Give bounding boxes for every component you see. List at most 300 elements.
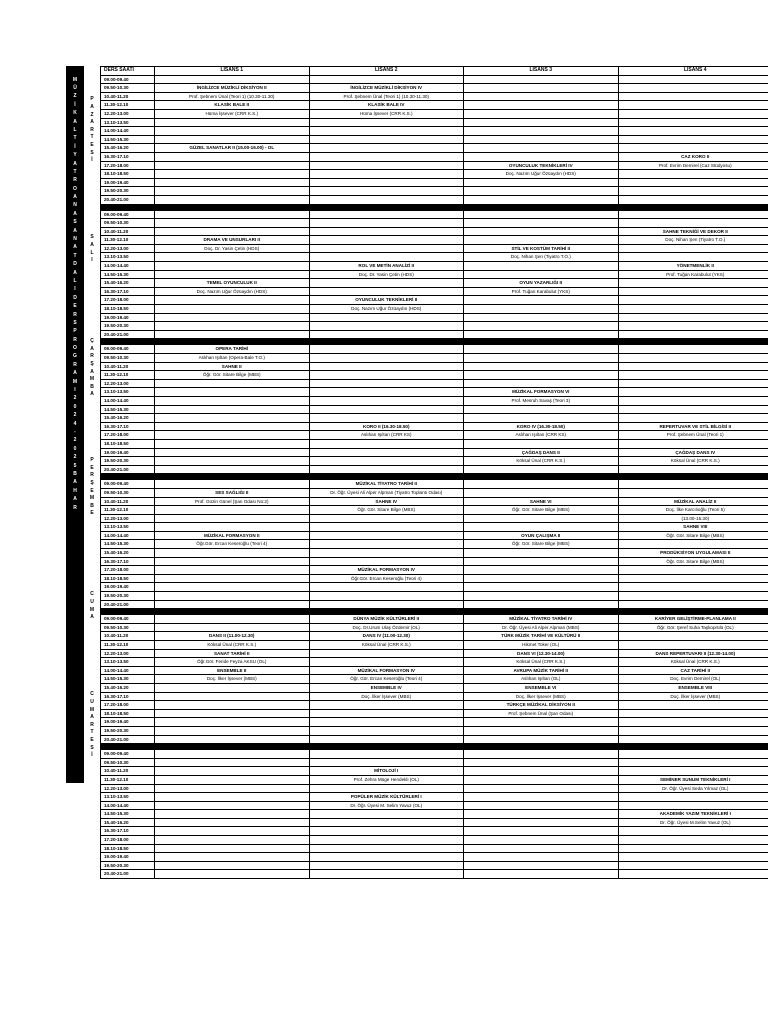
sidebar-title-letter: R (73, 336, 77, 343)
course-cell (464, 861, 619, 870)
course-cell (464, 600, 619, 609)
course-cell (618, 480, 768, 489)
course-cell: İNGİLİZCE MÜZİKLİ DİKSİYON II (155, 84, 310, 93)
course-cell: Öğr. Gör. Sitare Bilge (MBS) (155, 371, 310, 380)
course-cell: DANS IV (11.00-12.30) (309, 632, 464, 641)
day-label-letter: B (90, 383, 94, 390)
time-cell: 14.00-14.40 (101, 127, 155, 136)
table-row (101, 861, 768, 870)
table-row (101, 253, 768, 262)
sidebar-title-letter: Ü (73, 84, 77, 91)
course-cell (155, 549, 310, 558)
course-cell (155, 701, 310, 710)
course-cell: Dr. Öğr. Üyesi M.Selim Yavuz (OL) (618, 818, 768, 827)
day-label-letter: I (91, 257, 93, 264)
table-row (101, 583, 768, 592)
course-cell (155, 210, 310, 219)
sidebar-title-letter: L (73, 126, 77, 133)
course-cell (309, 549, 464, 558)
table-row (101, 405, 768, 414)
time-cell: 16.30-17.10 (101, 692, 155, 701)
course-cell: Prof. Şebnem Ünal (Teori 1) (618, 431, 768, 440)
course-cell (309, 658, 464, 667)
sidebar-title-letter: 2 (73, 395, 77, 402)
course-cell (155, 506, 310, 515)
time-cell: 15.40-16.20 (101, 683, 155, 692)
course-cell (155, 793, 310, 802)
sidebar-title-letter: A (73, 269, 77, 276)
table-row (101, 641, 768, 650)
day-label-letter: R (90, 472, 94, 479)
course-cell (464, 227, 619, 236)
course-cell (464, 92, 619, 101)
table-row (101, 227, 768, 236)
course-cell (464, 758, 619, 767)
course-cell: Köksal Ünal (CRR K.S.) (618, 658, 768, 667)
time-cell: 19.50-20.30 (101, 861, 155, 870)
course-cell (464, 296, 619, 305)
time-cell: 19.50-20.30 (101, 726, 155, 735)
course-cell (155, 801, 310, 810)
sidebar-title-letter: I (74, 387, 76, 394)
course-cell: Köksal Ünal (CRR K.S.) (309, 641, 464, 650)
course-cell (618, 279, 768, 288)
time-cell: 19.00-19.40 (101, 448, 155, 457)
course-cell (309, 457, 464, 466)
course-cell (464, 101, 619, 110)
course-cell: Öğr. Gör. Sitare Bilge (MBS) (464, 506, 619, 515)
course-cell (618, 362, 768, 371)
time-cell: 09.00-09.40 (101, 480, 155, 489)
course-cell (464, 236, 619, 245)
course-cell (155, 457, 310, 466)
table-row (101, 296, 768, 305)
course-cell: Doç. Evrim Demirel (OL) (618, 675, 768, 684)
time-cell: 15.40-16.20 (101, 279, 155, 288)
course-cell: Öğr. Gör. Sitare Bilge (MBS) (618, 531, 768, 540)
table-row (101, 566, 768, 575)
schedule-table (100, 66, 768, 879)
table-row (101, 801, 768, 810)
course-cell (464, 735, 619, 744)
course-cell: Köksal Ünal (CRR K.S.) (618, 457, 768, 466)
day-label-letter: T (90, 729, 94, 736)
sidebar-title-letter: D (73, 261, 77, 268)
time-cell: 14.50-15.30 (101, 135, 155, 144)
course-cell (464, 305, 619, 314)
course-cell (464, 801, 619, 810)
course-cell (309, 379, 464, 388)
time-cell: 13.10-13.50 (101, 388, 155, 397)
course-cell: (13.00-15.30) (618, 514, 768, 523)
time-cell: 10.40-11.20 (101, 92, 155, 101)
day-label (84, 550, 100, 664)
course-cell (464, 75, 619, 84)
course-cell: PRODÜKSİYON UYGULAMASI II (618, 549, 768, 558)
course-cell (464, 262, 619, 271)
course-cell: SES SAĞLIĞI II (155, 488, 310, 497)
time-cell: 14.00-14.40 (101, 262, 155, 271)
course-cell: KARİYER GELİŞTİRME-PLANLAMA II (618, 615, 768, 624)
table-row (101, 371, 768, 380)
course-cell (309, 448, 464, 457)
course-cell (618, 92, 768, 101)
course-cell (155, 810, 310, 819)
course-cell: Doç. Nazım Uğur Özüaydın (HDS) (309, 305, 464, 314)
course-cell (618, 735, 768, 744)
course-cell (309, 758, 464, 767)
table-row (101, 127, 768, 136)
course-cell (618, 253, 768, 262)
course-cell: Köksal Ünal (CRR K.S.) (155, 641, 310, 650)
time-cell: 10.40-11.20 (101, 767, 155, 776)
course-cell (464, 583, 619, 592)
course-cell: Aslıhan Işıltan (CRR KS) (309, 431, 464, 440)
time-cell: 15.40-16.20 (101, 549, 155, 558)
table-row (101, 506, 768, 515)
course-cell (464, 793, 619, 802)
time-cell: 14.50-15.30 (101, 405, 155, 414)
time-cell: 16.30-17.10 (101, 557, 155, 566)
course-cell: Doç. İlker İşsever (MBS) (618, 692, 768, 701)
course-cell (309, 210, 464, 219)
time-cell: 15.40-16.20 (101, 414, 155, 423)
course-cell (309, 227, 464, 236)
time-cell: 12.20-13.00 (101, 109, 155, 118)
course-cell: Dr. Öğr. Üyesi Ali Alper Alpman (Tiyatro Toplantı Odası) (309, 488, 464, 497)
course-cell: Doç. Nihan Şen (Tiyatro T.O.) (618, 236, 768, 245)
time-cell: 14.00-14.40 (101, 396, 155, 405)
day-label-letter: E (90, 487, 94, 494)
course-cell (309, 784, 464, 793)
table-row (101, 480, 768, 489)
sidebar-title-letter: O (73, 185, 77, 192)
course-cell (155, 758, 310, 767)
time-cell: 14.00-14.40 (101, 801, 155, 810)
course-cell (155, 270, 310, 279)
sidebar-title-letter: - (74, 429, 76, 435)
time-cell: 17.20-18.00 (101, 566, 155, 575)
day-label-letter: P (90, 96, 94, 103)
day-label-letter: A (90, 391, 94, 398)
course-cell (155, 523, 310, 532)
course-cell: OYUN ÇALIŞMA II (464, 531, 619, 540)
course-cell (155, 735, 310, 744)
course-cell (618, 592, 768, 601)
time-cell: 09.50-10.30 (101, 354, 155, 363)
course-cell (155, 178, 310, 187)
course-cell (618, 600, 768, 609)
table-row (101, 92, 768, 101)
course-cell: Öğr.Gör. Ercan Keseroğlu (Teori 4) (309, 574, 464, 583)
sidebar-title-letter: N (73, 202, 77, 209)
course-cell (464, 827, 619, 836)
time-cell: 19.50-20.30 (101, 187, 155, 196)
day-label-letter: B (90, 502, 94, 509)
day-label-letter: M (89, 606, 95, 613)
course-cell (155, 514, 310, 523)
course-cell (464, 718, 619, 727)
course-cell (464, 853, 619, 862)
sidebar-title-letter: A (73, 118, 77, 125)
sidebar-title-letter: E (73, 303, 77, 310)
table-row (101, 362, 768, 371)
course-cell: Doç. İlker İşsever (MBS) (464, 692, 619, 701)
course-cell (155, 195, 310, 204)
course-cell (618, 396, 768, 405)
course-cell (309, 557, 464, 566)
course-cell: AVRUPA MÜZİK TARİHİ II (464, 666, 619, 675)
course-cell: Prof. Tuğan Karabulut (YKS) (618, 270, 768, 279)
course-cell (155, 683, 310, 692)
course-cell: ROL VE METİN ANALİZİ II (309, 262, 464, 271)
day-label-letter: R (90, 721, 94, 728)
course-cell (464, 144, 619, 153)
course-cell (155, 692, 310, 701)
sidebar-title-letter: H (73, 487, 77, 494)
table-row (101, 431, 768, 440)
course-cell (155, 465, 310, 474)
course-cell (155, 161, 310, 170)
course-cell (618, 844, 768, 853)
course-cell (464, 362, 619, 371)
time-cell: 14.50-15.30 (101, 540, 155, 549)
time-cell: 15.40-16.20 (101, 144, 155, 153)
course-cell (309, 322, 464, 331)
table-row (101, 718, 768, 727)
table-row (101, 279, 768, 288)
table-row (101, 666, 768, 675)
table-row (101, 767, 768, 776)
day-label-letter: E (90, 510, 94, 517)
course-cell: KORO IV (16.30-18.50) (464, 422, 619, 431)
table-row (101, 439, 768, 448)
table-row (101, 692, 768, 701)
course-cell (618, 354, 768, 363)
course-cell (155, 439, 310, 448)
course-cell: Aslıhan Işıltan (OL) (464, 675, 619, 684)
course-cell (618, 101, 768, 110)
course-cell (309, 279, 464, 288)
course-cell (155, 775, 310, 784)
course-cell (618, 750, 768, 759)
time-cell: 10.40-11.20 (101, 497, 155, 506)
day-label-letter: M (89, 376, 95, 383)
course-cell (464, 195, 619, 204)
course-cell: Öğr.Gör. Ercan Keseroğlu (Teori 4) (155, 540, 310, 549)
sidebar-title-letter: 2 (73, 454, 77, 461)
time-cell: 11.30-12.10 (101, 101, 155, 110)
course-cell (464, 210, 619, 219)
course-cell (309, 127, 464, 136)
course-cell: Doç. İlke Karcılıoğlu (Teori 5) (618, 506, 768, 515)
sidebar-title-letter: İ (74, 101, 76, 108)
course-cell (309, 810, 464, 819)
course-cell: SAHNE VIII (618, 523, 768, 532)
course-cell (618, 287, 768, 296)
sidebar-title-letter: İ (74, 143, 76, 150)
course-cell (464, 219, 619, 228)
course-cell (155, 767, 310, 776)
time-cell: 09.50-10.30 (101, 219, 155, 228)
table-row (101, 270, 768, 279)
table-row (101, 649, 768, 658)
day-label-letter: A (90, 345, 94, 352)
day-label-letter: R (90, 353, 94, 360)
course-cell (155, 709, 310, 718)
table-row (101, 523, 768, 532)
sidebar-title-letter: 0 (73, 445, 77, 452)
table-row (101, 379, 768, 388)
sidebar-title-letter: A (73, 479, 77, 486)
time-cell: 17.20-18.00 (101, 296, 155, 305)
table-row (101, 457, 768, 466)
course-cell (309, 287, 464, 296)
day-label-letter: A (90, 368, 94, 375)
course-cell: Hüma İşsever (CRR K.S.) (309, 109, 464, 118)
sidebar-title-letter: T (73, 252, 77, 259)
table-row (101, 305, 768, 314)
day-label-letter: S (90, 234, 94, 241)
course-cell (618, 135, 768, 144)
course-cell: Doç. Dr. Yasin Çetin (HDS) (309, 270, 464, 279)
course-cell: Doç. İlker İşsever (MBS) (309, 692, 464, 701)
day-label-letter: A (90, 614, 94, 621)
sidebar-title-letter: M (72, 76, 78, 83)
day-label-letter: P (90, 457, 94, 464)
course-cell: OPERA TARİHİ (155, 345, 310, 354)
course-cell (309, 362, 464, 371)
table-row (101, 388, 768, 397)
course-cell: Doç. Nazım Uğur Özüaydın (HDS) (155, 287, 310, 296)
course-cell: DANS II (11.00-12.30) (155, 632, 310, 641)
sidebar-title-letter: T (73, 168, 77, 175)
course-cell (618, 870, 768, 879)
course-cell (155, 574, 310, 583)
course-cell: YÖNETMENLİK II (618, 262, 768, 271)
table-row (101, 844, 768, 853)
course-cell (618, 414, 768, 423)
course-cell (155, 448, 310, 457)
course-cell (464, 549, 619, 558)
course-cell (155, 396, 310, 405)
course-cell: Öğr. Gör. Sitare Bilge (MBS) (464, 540, 619, 549)
course-cell (309, 345, 464, 354)
table-row (101, 514, 768, 523)
sidebar-title-letter: A (73, 244, 77, 251)
course-cell (155, 623, 310, 632)
course-cell (309, 514, 464, 523)
course-cell: ÇAĞDAŞ DANS IV (618, 448, 768, 457)
course-cell: Hüma İşsever (CRR K.S.) (155, 109, 310, 118)
time-cell: 17.20-18.00 (101, 836, 155, 845)
table-row (101, 658, 768, 667)
course-cell: DÜNYA MÜZİK KÜLTÜRLERİ II (309, 615, 464, 624)
course-cell (618, 641, 768, 650)
sidebar-title-letter: 2 (73, 437, 77, 444)
time-cell: 12.20-13.00 (101, 784, 155, 793)
course-cell: CAZ KORO II (618, 152, 768, 161)
course-cell: ENSEMBLE VIII (618, 683, 768, 692)
course-cell (618, 305, 768, 314)
table-row (101, 170, 768, 179)
sidebar-title-letter: Y (73, 152, 77, 159)
table-row (101, 322, 768, 331)
time-cell: 10.40-11.20 (101, 632, 155, 641)
time-cell: 11.30-12.10 (101, 775, 155, 784)
sidebar-title-letter: S (73, 319, 77, 326)
course-cell (464, 439, 619, 448)
course-cell (464, 488, 619, 497)
table-row (101, 531, 768, 540)
course-cell (618, 109, 768, 118)
course-cell (464, 465, 619, 474)
sidebar-title-letter: 0 (73, 403, 77, 410)
course-cell (155, 379, 310, 388)
course-cell (309, 844, 464, 853)
time-cell: 18.10-18.50 (101, 170, 155, 179)
course-cell: DRAMA VE UNSURLARI II (155, 236, 310, 245)
course-cell (618, 718, 768, 727)
course-cell (309, 827, 464, 836)
course-cell: SAHNE VI (464, 497, 619, 506)
course-cell: MÜZİKAL FORMASYON VI (464, 388, 619, 397)
course-cell: MİTOLOJİ I (309, 767, 464, 776)
course-cell (618, 371, 768, 380)
table-row (101, 118, 768, 127)
time-cell: 19.00-19.40 (101, 718, 155, 727)
course-cell (309, 861, 464, 870)
course-cell: TÜRKÇE MÜZİKAL DİKSİYON II (464, 701, 619, 710)
course-cell: GÜZEL SANATLAR II (15.00-16.00) - OL (155, 144, 310, 153)
course-cell: Öğr. Gör. Sitare Bilge (MBS) (618, 557, 768, 566)
course-cell (309, 396, 464, 405)
day-label (84, 669, 100, 783)
day-label-letter: A (90, 104, 94, 111)
sidebar-title-letter: O (73, 345, 77, 352)
day-label-letter: R (90, 126, 94, 133)
course-cell (618, 219, 768, 228)
course-cell (309, 870, 464, 879)
course-cell (309, 836, 464, 845)
course-cell (618, 566, 768, 575)
course-cell (309, 701, 464, 710)
day-label-letter: E (90, 141, 94, 148)
time-cell: 14.00-14.40 (101, 666, 155, 675)
time-cell: 18.10-18.50 (101, 574, 155, 583)
time-cell: 16.30-17.10 (101, 287, 155, 296)
course-cell (155, 135, 310, 144)
sidebar-vertical-title (66, 76, 84, 512)
time-cell: 13.10-13.50 (101, 523, 155, 532)
course-cell: MÜZİKAL FORMASYON II (155, 531, 310, 540)
day-label-letter: U (90, 699, 94, 706)
course-cell (309, 718, 464, 727)
table-row (101, 735, 768, 744)
time-cell: 09.00-09.40 (101, 750, 155, 759)
time-cell: 20.40-21.00 (101, 195, 155, 204)
course-cell (618, 861, 768, 870)
day-label-letter: A (90, 714, 94, 721)
course-cell: Doç. Dr.Urum Ulaş Özdemir (OL) (309, 623, 464, 632)
time-cell: 19.50-20.30 (101, 322, 155, 331)
header-time: DERS SAATİ (101, 67, 155, 76)
course-cell (464, 109, 619, 118)
time-cell: 11.30-12.10 (101, 236, 155, 245)
sidebar-title-letter: R (73, 504, 77, 511)
course-cell (464, 836, 619, 845)
time-cell: 20.40-21.00 (101, 600, 155, 609)
